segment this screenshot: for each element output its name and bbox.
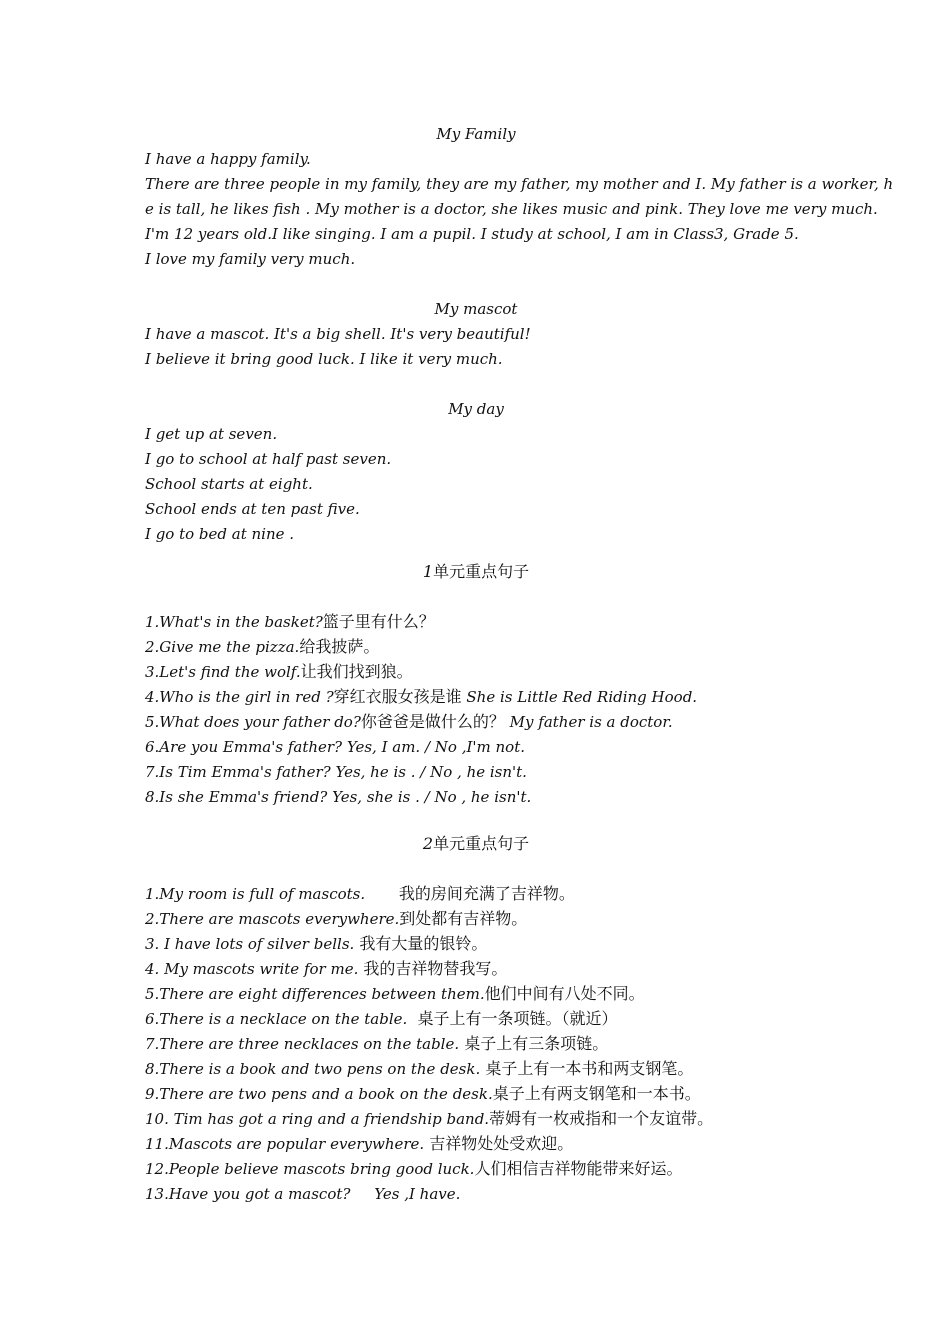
unit1-title: 单元重点句子 bbox=[433, 562, 530, 581]
list-item: 11.Mascots are popular everywhere. 吉祥物处处受欢迎。 bbox=[145, 1134, 574, 1153]
family-line: I have a happy family. bbox=[145, 150, 311, 168]
list-item: 10. Tim has got a ring and a friendship band.蒂姆有一枚戒指和一个友谊带。 bbox=[145, 1109, 714, 1128]
list-item: 4. My mascots write for me. 我的吉祥物替我写。 bbox=[145, 959, 508, 978]
family-title: My Family bbox=[436, 125, 516, 143]
list-item: 4.Who is the girl in red ?穿红衣服女孩是谁 She is Little Red Riding Hood. bbox=[145, 687, 698, 706]
list-item: 1.What's in the basket?篮子里有什么？ bbox=[145, 612, 435, 631]
list-item: 5.What does your father do?你爸爸是做什么的？ My father is a doctor. bbox=[145, 712, 673, 731]
unit2-heading bbox=[145, 831, 807, 856]
day-line: I get up at seven. bbox=[145, 425, 278, 443]
family-line: I'm 12 years old.I like singing. I am a pupil. I study at school, I am in Class3, Grade 5. bbox=[145, 225, 799, 243]
list-item: 13.Have you got a mascot? Yes ,I have. bbox=[145, 1185, 461, 1203]
mascot-line: I believe it bring good luck. I like it very much. bbox=[145, 350, 503, 368]
list-item: 6.Are you Emma's father? Yes, I am. / No ,I'm not. bbox=[145, 738, 526, 756]
day-line: School starts at eight. bbox=[145, 475, 313, 493]
unit1-heading bbox=[145, 559, 807, 584]
day-line: School ends at ten past five. bbox=[145, 500, 360, 518]
family-line: e is tall, he likes fish . My mother is a doctor, she likes music and pink. They love me very much. bbox=[145, 200, 878, 218]
list-item: 2.There are mascots everywhere.到处都有吉祥物。 bbox=[145, 909, 528, 928]
day-line: I go to school at half past seven. bbox=[145, 450, 392, 468]
list-item: 1.My room is full of mascots. 我的房间充满了吉祥物。 bbox=[145, 884, 575, 903]
list-item: 7.Is Tim Emma's father? Yes, he is . / No , he isn't. bbox=[145, 763, 527, 781]
list-item: 5.There are eight differences between them.他们中间有八处不同。 bbox=[145, 984, 645, 1003]
list-item: 12.People believe mascots bring good luck.人们相信吉祥物能带来好运。 bbox=[145, 1159, 683, 1178]
unit1-number: 1 bbox=[422, 562, 434, 581]
family-line: I love my family very much. bbox=[145, 250, 356, 268]
mascot-title: My mascot bbox=[434, 300, 518, 318]
unit2-number: 2 bbox=[422, 834, 434, 853]
day-line: I go to bed at nine . bbox=[145, 525, 295, 543]
day-title: My day bbox=[448, 400, 504, 418]
list-item: 3.Let's find the wolf.让我们找到狼。 bbox=[145, 662, 413, 681]
mascot-line: I have a mascot. It's a big shell. It's very beautiful! bbox=[145, 325, 531, 343]
list-item: 3. I have lots of silver bells. 我有大量的银铃。 bbox=[145, 934, 488, 953]
list-item: 2.Give me the pizza.给我披萨。 bbox=[145, 637, 380, 656]
unit2-title: 单元重点句子 bbox=[433, 834, 530, 853]
list-item: 8.There is a book and two pens on the desk. 桌子上有一本书和两支钢笔。 bbox=[145, 1059, 694, 1078]
list-item: 7.There are three necklaces on the table. 桌子上有三条项链。 bbox=[145, 1034, 609, 1053]
list-item: 6.There is a necklace on the table. 桌子上有一条项链。（就近） bbox=[145, 1009, 618, 1028]
unit2-sentence-list bbox=[145, 881, 815, 1206]
document-content bbox=[145, 122, 894, 1206]
family-line: There are three people in my family, they are my father, my mother and I. My father is a worker, h bbox=[145, 175, 894, 193]
list-item: 9.There are two pens and a book on the desk.桌子上有两支钢笔和一本书。 bbox=[145, 1084, 701, 1103]
list-item: 8.Is she Emma's friend? Yes, she is . / No , he isn't. bbox=[145, 788, 532, 806]
unit1-sentence-list bbox=[145, 609, 815, 809]
